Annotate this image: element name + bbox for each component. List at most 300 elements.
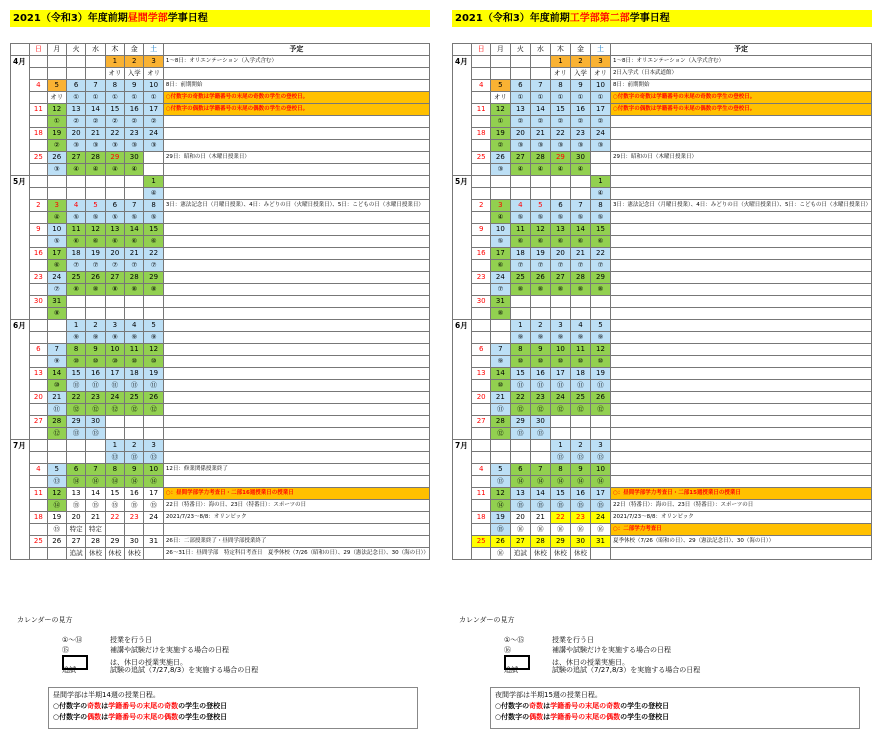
day-cell: [86, 440, 105, 452]
day-cell: 29: [105, 152, 124, 164]
week-row: [11, 176, 430, 188]
day-sub-cell: ⑭: [144, 476, 163, 488]
day-cell: 15: [550, 104, 570, 116]
schedule-note: [163, 296, 429, 308]
day-sub-cell: ⑮: [144, 500, 163, 512]
schedule-note: [163, 308, 429, 320]
day-sub-cell: ⑧: [590, 284, 610, 296]
week-row: [11, 416, 430, 428]
day-cell: 4: [472, 80, 490, 92]
day-sub-cell: [47, 548, 66, 560]
day-cell: [66, 56, 85, 68]
day-sub-cell: ①: [510, 92, 530, 104]
day-cell: 5: [86, 200, 105, 212]
day-sub-cell: ⑧: [144, 284, 163, 296]
day-sub-cell: ⑫: [490, 428, 510, 440]
day-cell: 29: [550, 536, 570, 548]
day-sub-cell: ⑤: [66, 212, 85, 224]
day-cell: 15: [550, 488, 570, 500]
day-sub-cell: ①: [530, 92, 550, 104]
day-sub-cell: ⑪: [530, 380, 550, 392]
legend-value: 補講や試験だけを実施する場合の日程: [552, 646, 671, 654]
day-sub-cell: ⑮: [510, 500, 530, 512]
header-cell: 水: [530, 44, 550, 56]
day-cell: [105, 416, 124, 428]
day-cell: 19: [47, 512, 66, 524]
day-cell: 20: [510, 512, 530, 524]
day-sub-cell: ④: [550, 164, 570, 176]
day-cell: 30: [125, 152, 144, 164]
day-sub-cell: [472, 476, 490, 488]
schedule-note: [610, 308, 871, 320]
day-sub-cell: ③: [530, 140, 550, 152]
week-row: [453, 536, 872, 548]
day-cell: 10: [590, 464, 610, 476]
legend-value: は、休日の授業実施日。: [110, 658, 187, 667]
info-red: 奇数: [529, 702, 544, 710]
legend-value: 補講や試験だけを実施する場合の日程: [110, 646, 229, 654]
day-cell: 27: [105, 272, 124, 284]
day-sub-cell: ⑧: [570, 284, 590, 296]
schedule-note: [610, 332, 871, 344]
schedule-note: [610, 440, 871, 452]
day-cell: 3: [105, 320, 124, 332]
day-cell: 10: [144, 464, 163, 476]
day-cell: 4: [125, 320, 144, 332]
day-sub-cell: [30, 548, 47, 560]
week-row: [453, 248, 872, 260]
day-sub-cell: [472, 356, 490, 368]
day-sub-cell: [105, 428, 124, 440]
day-cell: 11: [472, 104, 490, 116]
schedule-note: [610, 296, 871, 308]
week-sub-row: [11, 236, 430, 248]
day-cell: [550, 416, 570, 428]
day-cell: 20: [550, 248, 570, 260]
day-cell: 20: [472, 392, 490, 404]
day-cell: 22: [105, 128, 124, 140]
day-cell: 20: [30, 392, 47, 404]
day-sub-cell: [490, 68, 510, 80]
day-cell: 3: [490, 200, 510, 212]
schedule-note: [610, 548, 871, 560]
day-sub-cell: ⑫: [66, 404, 85, 416]
day-sub-cell: ⑭: [530, 476, 550, 488]
week-sub-row: [11, 116, 430, 128]
day-cell: 9: [570, 464, 590, 476]
day-cell: 22: [510, 392, 530, 404]
day-sub-cell: [30, 236, 47, 248]
day-sub-cell: ③: [550, 140, 570, 152]
day-cell: 30: [530, 416, 550, 428]
day-cell: [144, 296, 163, 308]
day-sub-cell: ⑩: [47, 380, 66, 392]
day-sub-cell: オリ: [105, 68, 124, 80]
day-cell: 16: [570, 488, 590, 500]
day-cell: 21: [86, 128, 105, 140]
day-cell: 8: [550, 80, 570, 92]
day-sub-cell: ⑨: [47, 356, 66, 368]
schedule-note: [163, 68, 429, 80]
day-cell: 22: [550, 512, 570, 524]
day-cell: 20: [66, 512, 85, 524]
day-cell: 17: [105, 368, 124, 380]
day-cell: [590, 152, 610, 164]
day-sub-cell: 追試: [66, 548, 85, 560]
day-sub-cell: ②: [550, 116, 570, 128]
week-row: [11, 128, 430, 140]
week-sub-row: [453, 92, 872, 104]
day-cell: [125, 176, 144, 188]
week-row: [453, 440, 872, 452]
schedule-note: [163, 404, 429, 416]
day-cell: 3: [144, 56, 163, 68]
day-sub-cell: ④: [490, 212, 510, 224]
day-cell: 5: [590, 320, 610, 332]
day-sub-cell: [570, 428, 590, 440]
day-cell: [86, 176, 105, 188]
day-cell: 8: [144, 200, 163, 212]
schedule-note: [610, 356, 871, 368]
day-cell: 5: [47, 80, 66, 92]
day-sub-cell: ⑥: [125, 236, 144, 248]
day-cell: 10: [144, 80, 163, 92]
day-cell: 11: [30, 488, 47, 500]
day-cell: 26: [47, 536, 66, 548]
day-sub-cell: ④: [590, 188, 610, 200]
day-cell: 17: [144, 488, 163, 500]
day-cell: 22: [550, 128, 570, 140]
day-sub-cell: ②: [66, 116, 85, 128]
week-row: [453, 392, 872, 404]
day-sub-cell: ④: [530, 164, 550, 176]
schedule-note: [163, 320, 429, 332]
day-cell: 23: [530, 392, 550, 404]
day-sub-cell: [472, 236, 490, 248]
day-cell: 9: [125, 80, 144, 92]
day-cell: [550, 176, 570, 188]
schedule-note: ○：昼間学部学力考査日・二部16週授業日の授業日: [163, 488, 429, 500]
day-sub-cell: ⑥: [490, 260, 510, 272]
day-sub-cell: ③: [66, 140, 85, 152]
day-cell: [490, 56, 510, 68]
day-sub-cell: ⑤: [144, 212, 163, 224]
day-cell: 28: [86, 536, 105, 548]
info-red: 偶数: [529, 713, 544, 721]
day-sub-cell: ⑮: [47, 524, 66, 536]
info-text: の学生の登校日: [178, 713, 228, 721]
header-blank: [11, 44, 30, 56]
day-sub-cell: ⑤: [590, 212, 610, 224]
day-sub-cell: ⑧: [86, 284, 105, 296]
header-cell: 水: [86, 44, 105, 56]
day-cell: [550, 296, 570, 308]
day-cell: 7: [530, 464, 550, 476]
week-sub-row: [11, 428, 430, 440]
week-sub-row: [11, 356, 430, 368]
info-text: は: [101, 713, 109, 721]
day-cell: 18: [125, 368, 144, 380]
day-sub-cell: ⑭: [86, 476, 105, 488]
day-cell: [530, 176, 550, 188]
week-row: [11, 512, 430, 524]
day-sub-cell: ⑪: [66, 380, 85, 392]
schedule-note: [163, 260, 429, 272]
day-cell: 2: [125, 440, 144, 452]
day-cell: 29: [105, 536, 124, 548]
schedule-note: 29日：昭和の日（木曜日授業日）: [610, 152, 871, 164]
day-cell: 18: [570, 368, 590, 380]
day-cell: [472, 440, 490, 452]
day-cell: 3: [550, 320, 570, 332]
day-cell: 27: [510, 152, 530, 164]
schedule-note: [163, 140, 429, 152]
day-cell: 6: [510, 464, 530, 476]
day-sub-cell: ⑦: [105, 260, 124, 272]
legend-row: [504, 665, 700, 675]
day-sub-cell: ③: [570, 140, 590, 152]
legend-value: は、休日の授業実施日。: [552, 658, 629, 667]
day-sub-cell: [570, 188, 590, 200]
schedule-note: [163, 524, 429, 536]
week-row: [453, 176, 872, 188]
legend-row: [62, 645, 229, 655]
day-cell: 27: [66, 152, 85, 164]
schedule-note: [163, 476, 429, 488]
header-cell: 月: [490, 44, 510, 56]
schedule-note: [610, 404, 871, 416]
day-cell: 9: [530, 344, 550, 356]
day-cell: 1: [550, 440, 570, 452]
day-sub-cell: 入学: [570, 68, 590, 80]
day-cell: 27: [66, 536, 85, 548]
day-cell: 30: [30, 296, 47, 308]
day-sub-cell: [472, 428, 490, 440]
day-sub-cell: [125, 188, 144, 200]
day-sub-cell: ⑮: [530, 500, 550, 512]
day-cell: 25: [125, 392, 144, 404]
day-sub-cell: ⑤: [490, 236, 510, 248]
schedule-note: ○付数字の偶数は学籍番号の末尾の偶数の学生の登校日。: [163, 104, 429, 116]
day-cell: 15: [105, 488, 124, 500]
day-cell: [510, 296, 530, 308]
day-sub-cell: ⑮: [66, 500, 85, 512]
day-cell: [570, 296, 590, 308]
schedule-note: ○付数字の奇数は学籍番号の末尾の奇数の学生の登校日。: [163, 92, 429, 104]
week-sub-row: [11, 164, 430, 176]
day-cell: 5: [490, 80, 510, 92]
week-sub-row: [453, 236, 872, 248]
week-row: [11, 56, 430, 68]
day-sub-cell: オリ: [590, 68, 610, 80]
day-cell: 3: [144, 440, 163, 452]
day-sub-cell: ⑧: [66, 284, 85, 296]
day-cell: 29: [590, 272, 610, 284]
day-sub-cell: ⑤: [570, 212, 590, 224]
legend-row: [504, 645, 671, 655]
day-cell: 11: [66, 224, 85, 236]
day-cell: [30, 440, 47, 452]
day-cell: 8: [550, 464, 570, 476]
day-cell: 1: [590, 176, 610, 188]
day-sub-cell: ①: [66, 92, 85, 104]
day-sub-cell: ⑩: [530, 356, 550, 368]
day-cell: [490, 440, 510, 452]
day-cell: 13: [510, 104, 530, 116]
month-label: 4月: [11, 56, 30, 176]
day-cell: 26: [144, 392, 163, 404]
schedule-note: 26日：二部授業終了・昼間学部授業終了: [163, 536, 429, 548]
day-cell: 6: [66, 80, 85, 92]
day-sub-cell: [30, 68, 47, 80]
day-cell: 17: [550, 368, 570, 380]
day-sub-cell: ⑦: [144, 260, 163, 272]
day-cell: 4: [66, 200, 85, 212]
day-sub-cell: ⑨: [530, 332, 550, 344]
day-cell: 2: [570, 440, 590, 452]
day-sub-cell: [144, 164, 163, 176]
schedule-note: 26〜31日：昼間学部 特定科目考査日 夏季休校（7/26（昭和の日）、29（憲法記念日）、30（海の日））: [163, 548, 429, 560]
schedule-note: [610, 428, 871, 440]
day-cell: 10: [47, 224, 66, 236]
day-cell: 18: [472, 128, 490, 140]
schedule-note: [610, 368, 871, 380]
day-sub-cell: ⑪: [105, 380, 124, 392]
day-sub-cell: [472, 188, 490, 200]
week-sub-row: [11, 68, 430, 80]
week-sub-row: [11, 380, 430, 392]
day-cell: 15: [144, 224, 163, 236]
day-cell: 11: [570, 344, 590, 356]
day-cell: 4: [570, 320, 590, 332]
day-cell: 20: [510, 128, 530, 140]
week-row: [11, 344, 430, 356]
day-cell: [66, 440, 85, 452]
day-sub-cell: ⑦: [86, 260, 105, 272]
day-sub-cell: 休校: [105, 548, 124, 560]
day-sub-cell: ⑬: [590, 452, 610, 464]
day-sub-cell: [550, 188, 570, 200]
day-sub-cell: ⑬: [570, 452, 590, 464]
day-sub-cell: ⑤: [105, 212, 124, 224]
day-cell: 7: [530, 80, 550, 92]
day-sub-cell: ③: [490, 164, 510, 176]
day-cell: [125, 296, 144, 308]
schedule-note: [610, 272, 871, 284]
day-sub-cell: ⑩: [144, 356, 163, 368]
schedule-note: 3日：憲法記念日（月曜日授業）、4日：みどりの日（火曜日授業日）、5日：こどもの日（水曜日授業日）: [163, 200, 429, 212]
month-label: 6月: [11, 320, 30, 440]
day-cell: 5: [490, 464, 510, 476]
day-sub-cell: ④: [47, 212, 66, 224]
day-sub-cell: [86, 68, 105, 80]
day-cell: 24: [144, 512, 163, 524]
info-line: [495, 712, 855, 723]
week-row: [453, 128, 872, 140]
day-sub-cell: [472, 524, 490, 536]
day-cell: 6: [105, 200, 124, 212]
day-cell: 7: [490, 344, 510, 356]
week-row: [453, 80, 872, 92]
day-sub-cell: [530, 308, 550, 320]
schedule-note: [163, 248, 429, 260]
day-sub-cell: ⑬: [510, 428, 530, 440]
day-sub-cell: ⑧: [530, 284, 550, 296]
day-sub-cell: ⑭: [66, 476, 85, 488]
day-cell: 20: [105, 248, 124, 260]
day-sub-cell: ⑪: [550, 380, 570, 392]
day-sub-cell: ⑨: [105, 332, 124, 344]
day-cell: [530, 440, 550, 452]
day-sub-cell: [30, 524, 47, 536]
day-sub-cell: ⑧: [490, 308, 510, 320]
info-line: 昼間学部は半期14週の授業日程。: [53, 691, 160, 699]
day-sub-cell: [125, 308, 144, 320]
week-row: [453, 320, 872, 332]
day-cell: 24: [490, 272, 510, 284]
schedule-note: [610, 116, 871, 128]
day-cell: 17: [590, 104, 610, 116]
day-sub-cell: ⑯: [570, 524, 590, 536]
legend-key: ⑯: [504, 646, 511, 654]
day-sub-cell: [472, 548, 490, 560]
info-red: 学籍番号の末尾の奇数: [550, 702, 621, 710]
day-sub-cell: [530, 188, 550, 200]
day-sub-cell: ⑧: [550, 284, 570, 296]
day-cell: 22: [144, 248, 163, 260]
day-cell: [490, 320, 510, 332]
day-sub-cell: ⑨: [86, 332, 105, 344]
day-cell: 9: [30, 224, 47, 236]
day-sub-cell: ⑭: [125, 476, 144, 488]
legend-title: カレンダーの見方: [459, 616, 515, 624]
day-sub-cell: ⑨: [510, 332, 530, 344]
day-sub-cell: ①: [105, 92, 124, 104]
day-sub-cell: 休校: [530, 548, 550, 560]
day-cell: 11: [30, 104, 47, 116]
day-sub-cell: [472, 332, 490, 344]
day-sub-cell: ⑩: [550, 356, 570, 368]
week-sub-row: [453, 548, 872, 560]
day-cell: 25: [570, 392, 590, 404]
day-sub-cell: [30, 452, 47, 464]
day-sub-cell: [66, 452, 85, 464]
schedule-note: [610, 464, 871, 476]
info-text: は: [543, 702, 551, 710]
day-cell: 6: [30, 344, 47, 356]
day-cell: 12: [530, 224, 550, 236]
day-cell: 21: [125, 248, 144, 260]
day-sub-cell: ②: [105, 116, 124, 128]
day-sub-cell: ⑪: [490, 404, 510, 416]
info-text: ○付数字の: [53, 713, 88, 721]
schedule-note: 3日：憲法記念日（月曜日授業）、4日：みどりの日（火曜日授業日）、5日：こどもの日（水曜日授業日）: [610, 200, 871, 212]
day-sub-cell: ⑪: [144, 380, 163, 392]
day-sub-cell: ⑮: [86, 500, 105, 512]
day-sub-cell: ②: [86, 116, 105, 128]
day-cell: 6: [66, 464, 85, 476]
schedule-note: [163, 116, 429, 128]
day-sub-cell: ④: [66, 164, 85, 176]
day-sub-cell: ⑭: [510, 476, 530, 488]
day-sub-cell: [472, 308, 490, 320]
day-sub-cell: [66, 188, 85, 200]
day-sub-cell: [144, 548, 163, 560]
schedule-note: 2日入学式（日本武道館）: [610, 68, 871, 80]
day-sub-cell: オリ: [47, 92, 66, 104]
day-cell: 1: [105, 56, 124, 68]
day-sub-cell: [570, 308, 590, 320]
